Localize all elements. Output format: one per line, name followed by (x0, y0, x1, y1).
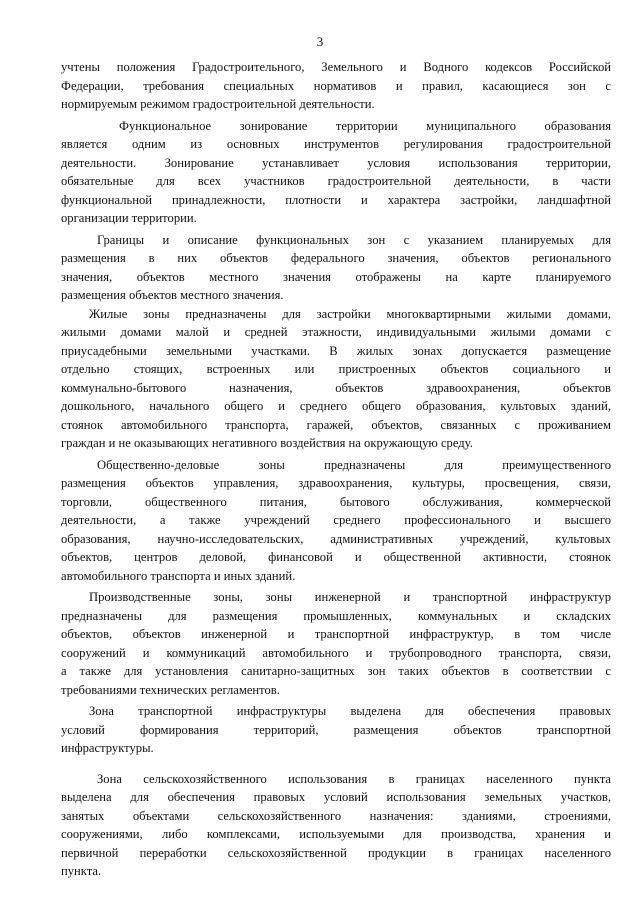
text-line: размещения объектов местного значения. (61, 288, 284, 302)
text-line: объектов, объектов инженерной и транспортной инфраструктур, в том числе (61, 627, 611, 641)
text-line: пункта. (61, 864, 102, 878)
text-line: коммунально-бытового назначения, объектов здравоохранения, объектов (61, 380, 611, 395)
paragraph-transport-zone (61, 702, 611, 758)
text-line: выделена для обеспечения правовых условий использования земельных участков, (61, 790, 611, 804)
text-line: отдельно стоящих, встроенных или пристроенных объектов социального и (61, 362, 611, 376)
text-line: автомобильного транспорта и иных зданий. (61, 568, 296, 583)
text-line: Границы и описание функциональных зон с указанием планируемых для (97, 232, 611, 247)
text-line: Федерации, требования специальных нормативов и правил, касающиеся зон с (61, 78, 611, 93)
text-line: дошкольного, начального общего и среднего общего образования, культовых зданий, (61, 399, 611, 413)
paragraph-codes (61, 58, 611, 114)
text-line: размещения объектов управления, здравоохранения, культуры, просвещения, связи, (61, 476, 611, 490)
text-line: условий формирования территорий, размещения объектов транспортной (61, 722, 611, 737)
text-line: жилыми домами малой и средней этажности, индивидуальными жилыми домами с (61, 325, 611, 339)
text-line: деятельности, а также учреждений среднего профессионального и высшего (61, 513, 611, 527)
paragraph-industrial-zones (61, 588, 611, 699)
text-line: а также для установления санитарно-защитных зон таких объектов в соответствии с (61, 664, 611, 678)
text-line: нормируемым режимом градостроительной деятельности. (61, 97, 375, 111)
text-line: Общественно-деловые зоны предназначены для преимущественного (97, 457, 611, 472)
text-line: сооружениями, либо комплексами, используемыми для производства, хранения и (61, 827, 611, 841)
text-line: Зона сельскохозяйственного использования в границах населенного пункта (97, 771, 611, 786)
document-body (61, 58, 611, 881)
text-line: инфраструктуры. (61, 741, 154, 755)
text-line: торговли, общественного питания, бытового обслуживания, коммерческой (61, 494, 611, 509)
paragraph-residential-zones (61, 305, 611, 453)
text-line: Жилые зоны предназначены для застройки многоквартирными жилыми домами, (89, 306, 611, 321)
text-line: является одним из основных инструментов регулирования градостроительной (61, 137, 611, 151)
text-line: граждан и не оказывающих негативного воздействия на окружающую среду. (61, 436, 473, 450)
text-line: образования, научно-исследовательских, административных учреждений, культовых (61, 531, 611, 546)
text-line: требованиями технических регламентов. (61, 682, 280, 697)
text-line: значения, объектов местного значения отображены на карте планируемого (61, 269, 611, 284)
text-line: деятельности. Зонирование устанавливает условия использования территории, (61, 155, 611, 170)
text-line: Функциональное зонирование территории муниципального образования (119, 118, 611, 133)
paragraph-functional-zoning (61, 117, 611, 228)
text-line: Производственные зоны, зоны инженерной и транспортной инфраструктур (89, 590, 611, 604)
text-line: занятых объектами сельскохозяйственного назначения: зданиями, строениями, (61, 808, 611, 823)
text-line: организации территории. (61, 211, 197, 225)
text-line: размещения в них объектов федерального значения, объектов регионального (61, 251, 611, 265)
text-line: предназначены для размещения промышленных, коммунальных и складских (61, 608, 611, 623)
paragraph-public-business-zones (61, 456, 611, 586)
text-line: обязательные для всех участников градостроительной деятельности, в части (61, 174, 611, 188)
text-line: первичной переработки сельскохозяйственной продукции в границах населенного (61, 845, 611, 860)
text-line: стоянок автомобильного транспорта, гаражей, объектов, связанных с проживанием (61, 417, 611, 432)
text-line: функциональной принадлежности, плотности и характера застройки, ландшафтной (61, 192, 611, 207)
paragraph-zone-boundaries (61, 231, 611, 305)
text-line: Зона транспортной инфраструктуры выделена для обеспечения правовых (89, 704, 611, 718)
paragraph-agricultural-zone (61, 770, 611, 881)
text-line: объектов, центров деловой, финансовой и общественной активности, стоянок (61, 550, 611, 564)
page-number: 3 (316, 34, 324, 49)
text-line: приусадебными земельными участками. В жилых зонах допускается размещение (61, 343, 611, 358)
text-line: учтены положения Градостроительного, Земельного и Водного кодексов Российской (61, 60, 611, 74)
text-line: сооружений и коммуникаций автомобильного и трубопроводного транспорта, связи, (61, 645, 611, 660)
